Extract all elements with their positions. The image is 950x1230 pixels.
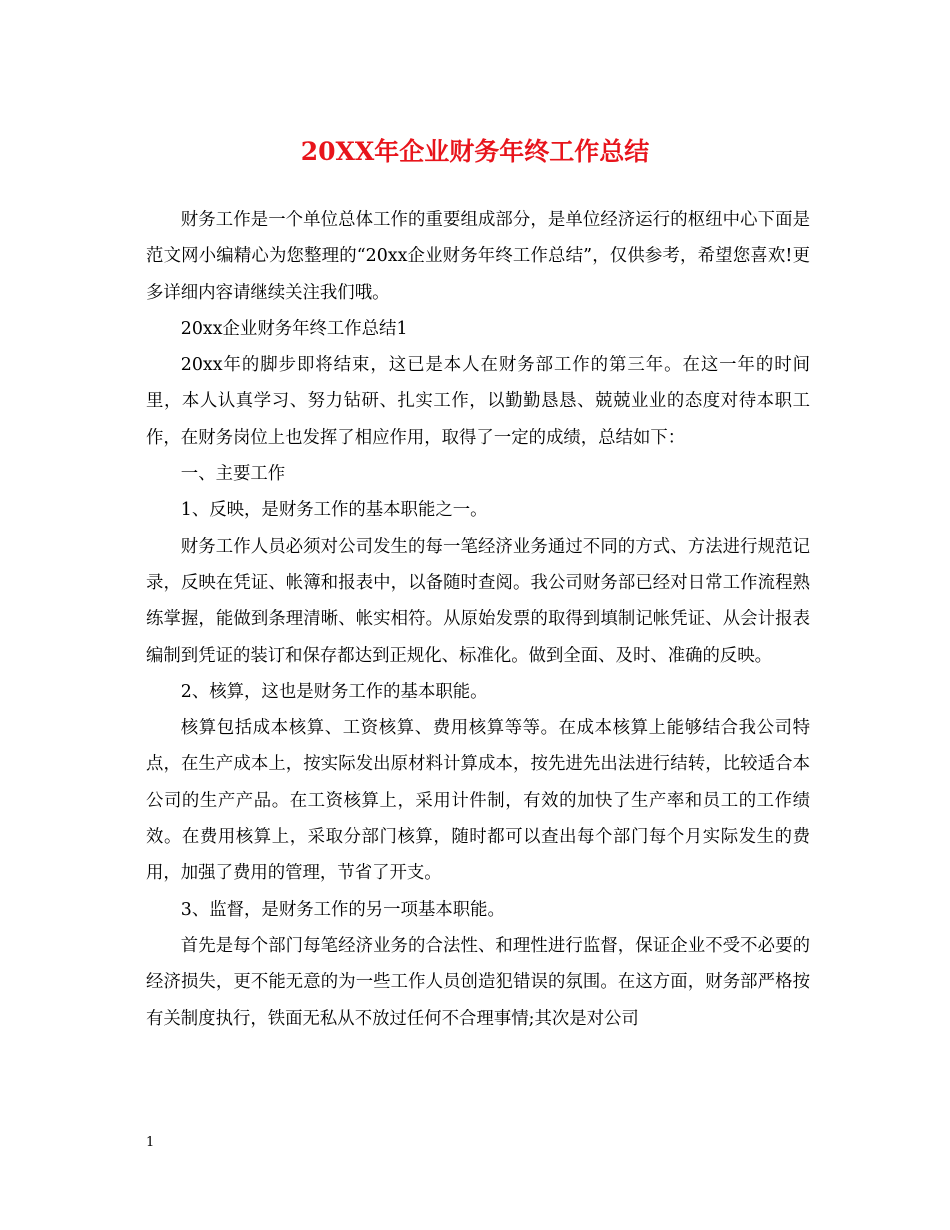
item-heading-supervision: 3、监督，是财务工作的另一项基本职能。: [180, 899, 505, 920]
paragraph-accounting: 核算包括成本核算、工资核算、费用核算等等。在成本核算上能够结合我公司特点，在生产成本上，按实际发出原材料计算成本，按先进先出法进行结转，比较适合本公司的生产产品。在工资核算上，采用计件制，有效的加快了生产率和员工的工作绩效。在费用核算上，采取分部门核算，随时都可以查出每个部门每个月实际发生的费用，加强了费用的管理，节省了开支。: [146, 718, 810, 884]
paragraph-supervision: 首先是每个部门每笔经济业务的合法性、和理性进行监督，保证企业不受不必要的经济损失，更不能无意的为一些工作人员创造犯错误的氛围。在这方面，财务部严格按有关制度执行，铁面无私从不放过任何不合理事情;其次是对公司: [146, 935, 810, 1029]
item-heading-reflect: 1、反映，是财务工作的基本职能之一。: [180, 500, 488, 521]
section-heading-main-work: 一、主要工作: [180, 464, 286, 485]
page-number: 1: [146, 1135, 155, 1150]
paragraph-reflect: 财务工作人员必须对公司发生的每一笔经济业务通过不同的方式、方法进行规范记录，反映在凭证、帐簿和报表中，以备随时查阅。我公司财务部已经对日常工作流程熟练掌握，能做到条理清晰、帐实相符。从原始发票的取得到填制记帐凭证、从会计报表编制到凭证的装订和保存都达到正规化、标准化。做到全面、及时、准确的反映。: [146, 536, 810, 666]
paragraph-intro: 财务工作是一个单位总体工作的重要组成部分，是单位经济运行的枢纽中心下面是范文网小编精心为您整理的“20xx企业财务年终工作总结”，仅供参考，希望您喜欢!更多详细内容请继续关注我们哦。: [146, 210, 810, 303]
paragraph-subtitle: 20xx企业财务年终工作总结1: [180, 318, 408, 339]
item-heading-accounting: 2、核算，这也是财务工作的基本职能。: [180, 681, 488, 702]
paragraph-summary: 20xx年的脚步即将结束，这已是本人在财务部工作的第三年。在这一年的时间里，本人认真学习、努力钻研、扎实工作，以勤勤恳恳、兢兢业业的态度对待本职工作，在财务岗位上也发挥了相应作用，取得了一定的成绩，总结如下：: [146, 355, 810, 448]
document-title: 20XX年企业财务年终工作总结: [300, 137, 650, 166]
document-body: [146, 202, 810, 1037]
